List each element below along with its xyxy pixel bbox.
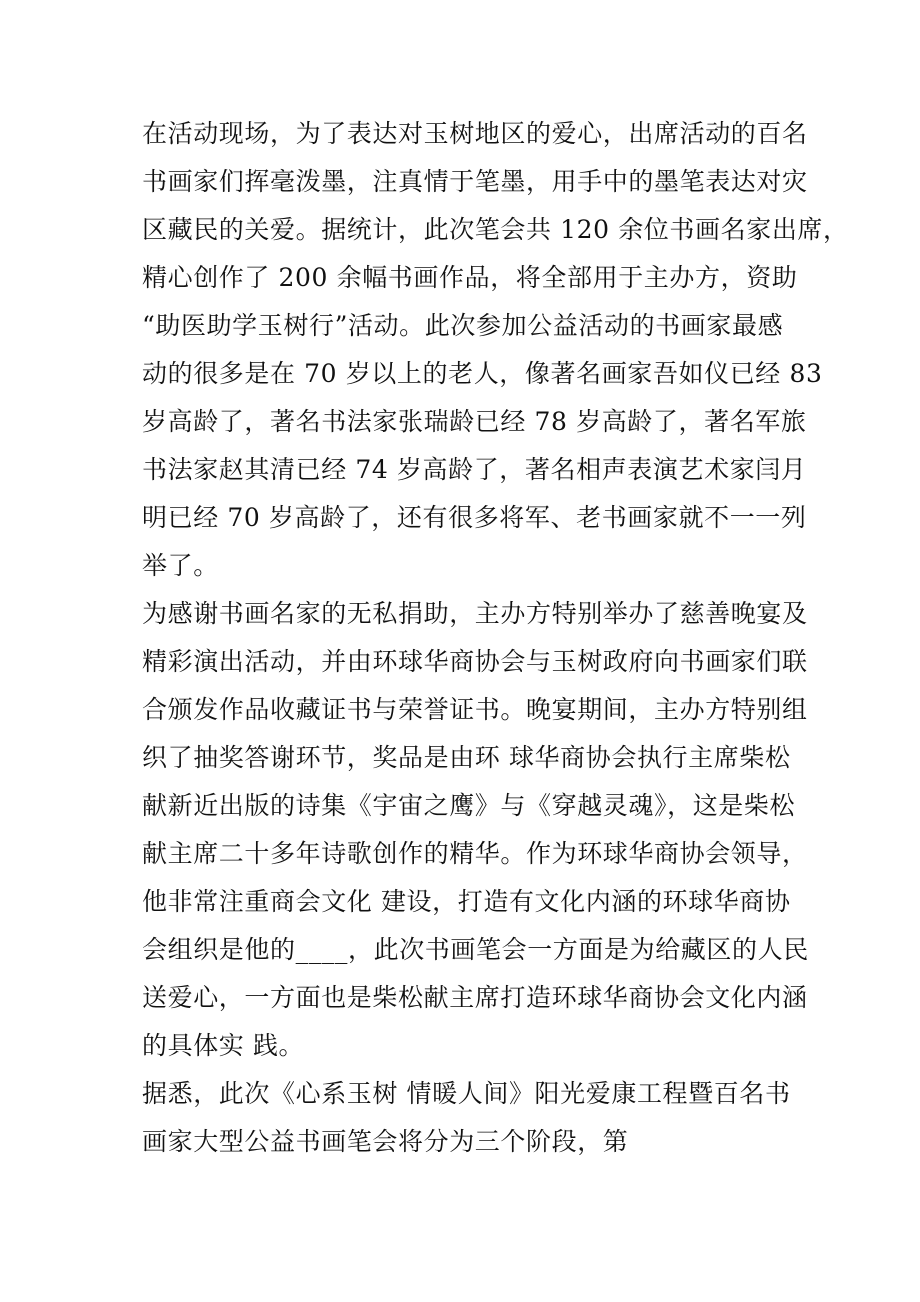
text-line: 区藏民的关爱。据统计，此次笔会共 120 余位书画名家出席， xyxy=(142,215,849,244)
text-line: 送爱心，一方面也是柴松献主席打造环球华商协会文化内涵 xyxy=(142,983,808,1012)
text-line: 岁高龄了，著名书法家张瑞龄已经 78 岁高龄了，著名军旅 xyxy=(142,407,807,436)
text-line: 书画家们挥毫泼墨，注真情于笔墨，用手中的墨笔表达对灾 xyxy=(142,167,808,196)
paragraph-event-scene xyxy=(142,110,849,590)
paragraph-charity-banquet xyxy=(142,590,809,1070)
text-line: 织了抽奖答谢环节，奖品是由环 球华商协会执行主席柴松 xyxy=(142,743,791,772)
article-body xyxy=(142,110,849,1166)
text-line: 献新近出版的诗集《宇宙之鹰》与《穿越灵魂》，这是柴松 xyxy=(142,791,796,820)
text-line: 合颁发作品收藏证书与荣誉证书。晚宴期间，主办方特别组 xyxy=(142,695,808,724)
text-line: 精心创作了 200 余幅书画作品，将全部用于主办方，资助 xyxy=(142,263,798,292)
text-line: 献主席二十多年诗歌创作的精华。作为环球华商协会领导， xyxy=(142,839,808,868)
text-line: 为感谢书画名家的无私捐助，主办方特别举办了慈善晚宴及 xyxy=(142,599,808,628)
text-line: 的具体实 践。 xyxy=(142,1031,305,1060)
text-line: 书法家赵其清已经 74 岁高龄了，著名相声表演艺术家闫月 xyxy=(142,455,807,484)
text-line: “助医助学玉树行”活动。此次参加公益活动的书画家最感 xyxy=(142,311,784,340)
text-line: 举了。 xyxy=(142,551,219,580)
paragraph-three-stages xyxy=(142,1070,792,1166)
text-line: 会组织是他的____，此次书画笔会一方面是为给藏区的人民 xyxy=(142,935,809,964)
text-line: 明已经 70 岁高龄了，还有很多将军、老书画家就不一一列 xyxy=(142,503,807,532)
text-line: 精彩演出活动，并由环球华商协会与玉树政府向书画家们联 xyxy=(142,647,808,676)
text-line: 在活动现场，为了表达对玉树地区的爱心，出席活动的百名 xyxy=(142,119,808,148)
text-line: 据悉，此次《心系玉树 情暖人间》阳光爱康工程暨百名书 xyxy=(142,1079,791,1108)
text-line: 动的很多是在 70 岁以上的老人，像著名画家吾如仪已经 83 xyxy=(142,359,823,388)
text-line: 他非常注重商会文化 建设，打造有文化内涵的环球华商协 xyxy=(142,887,791,916)
text-line: 画家大型公益书画笔会将分为三个阶段，第 xyxy=(142,1127,629,1156)
